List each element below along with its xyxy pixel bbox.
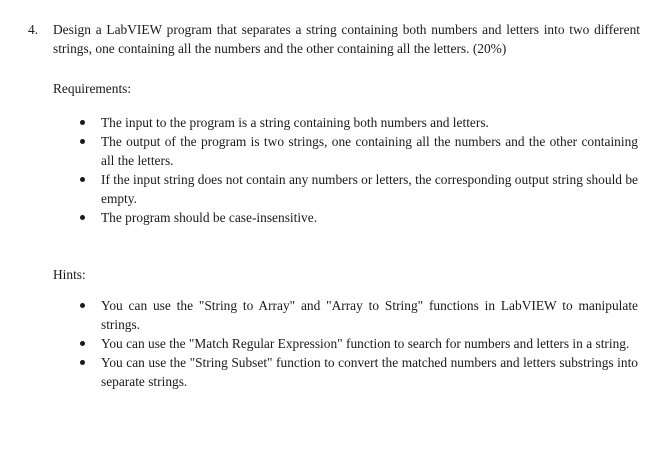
question-text: Design a LabVIEW program that separates a string containing both numbers and letters into two different strings, one containing all the numbers and the other containing all the letters. (20%) [53, 22, 640, 56]
question-number: 4. [28, 22, 39, 37]
bullet-icon [80, 215, 85, 220]
list-item-text: The program should be case-insensitive. [101, 210, 318, 225]
bullet-icon [80, 303, 85, 308]
hints-list [53, 296, 638, 391]
list-item [53, 208, 638, 227]
question-block [28, 20, 640, 58]
bullet-icon [80, 120, 85, 125]
list-item-text: You can use the "Match Regular Expression" function to search for numbers and letters in a string. [101, 336, 630, 351]
bullet-icon [80, 139, 85, 144]
bullet-icon [80, 360, 85, 365]
bullet-icon [80, 341, 85, 346]
list-item [53, 353, 638, 391]
list-item [53, 170, 638, 208]
list-item [53, 334, 638, 353]
bullet-icon [80, 177, 85, 182]
list-item-text: The output of the program is two strings, one containing all the numbers and the other containing all the letters. [101, 134, 638, 168]
requirements-heading: Requirements: [53, 81, 132, 96]
list-item [53, 113, 638, 132]
hints-heading: Hints: [53, 267, 86, 282]
list-item [53, 296, 638, 334]
requirements-list [53, 113, 638, 227]
list-item [53, 132, 638, 170]
list-item-text: You can use the "String Subset" function to convert the matched numbers and letters substrings into separate strings. [101, 355, 638, 389]
list-item-text: If the input string does not contain any numbers or letters, the corresponding output string should be empty. [101, 172, 638, 206]
list-item-text: The input to the program is a string containing both numbers and letters. [101, 115, 489, 130]
list-item-text: You can use the "String to Array" and "Array to String" functions in LabVIEW to manipulate strings. [101, 298, 638, 332]
